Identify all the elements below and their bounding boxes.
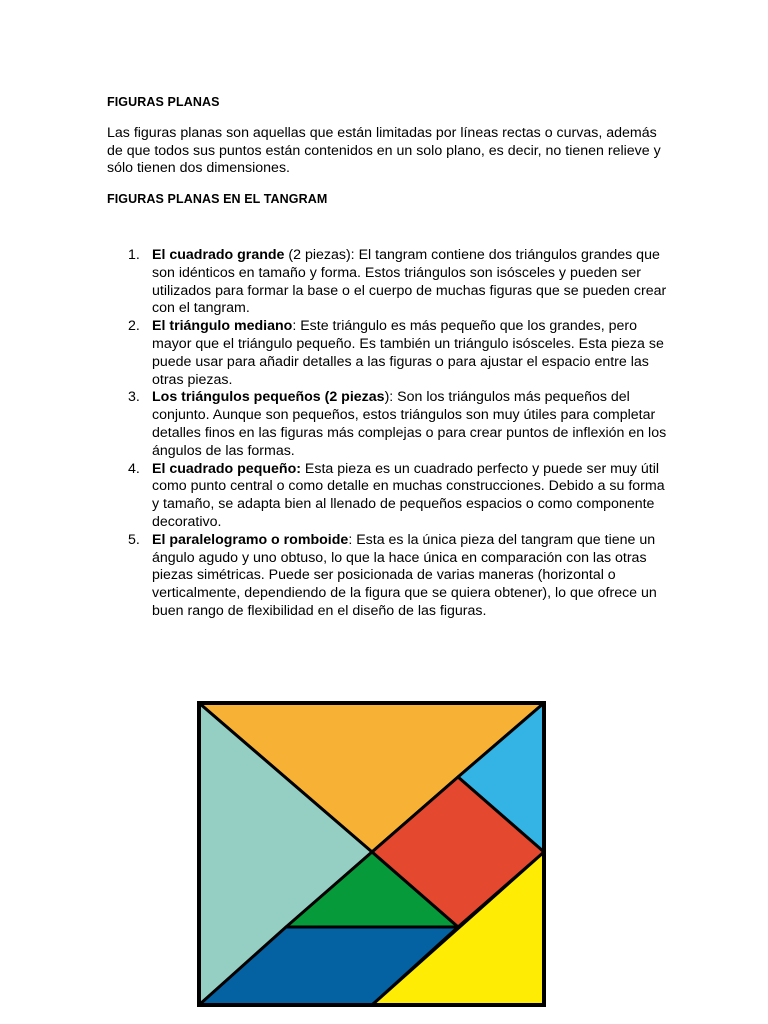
pieces-list: [128, 247, 667, 621]
heading-figuras-planas: FIGURAS PLANAS: [107, 95, 220, 109]
list-item-title: Los triángulos pequeños (2 piezas: [152, 389, 385, 406]
list-item: [128, 460, 667, 532]
list-item-title: El cuadrado grande: [152, 247, 285, 263]
list-item: [128, 531, 667, 621]
list-item-text: (2 piezas): El tangram contiene dos triángulos grandes que son idénticos en tamaño y forma. Estos triángulos son isósceles y pueden ser utilizados para formar la base o el cuerpo de muchas figuras que se pueden crear con el tangram.: [152, 247, 667, 317]
list-item: [128, 247, 667, 318]
tangram-figure: [196, 700, 548, 1010]
list-item-number: 1.: [128, 247, 140, 263]
list-item-text: : Este triángulo es más pequeño que los grandes, pero mayor que el triángulo pequeño. Es también un triángulo isósceles. Esta pieza se puede usar para añadir detalles a las figuras o para ajustar el espacio entre las otras piezas.: [152, 318, 664, 388]
list-item-text: ): Son los triángulos más pequeños del conjunto. Aunque son pequeños, estos triángulos son muy útiles para completar detalles finos en las figuras más complejas o para crear puntos de inflexión en los ángulos de las formas.: [152, 389, 667, 459]
list-item-number: 3.: [128, 389, 140, 406]
list-item-title: El triángulo mediano: [152, 318, 293, 335]
heading-figuras-tangram: FIGURAS PLANAS EN EL TANGRAM: [107, 192, 328, 206]
list-item-title: El cuadrado pequeño:: [152, 460, 301, 477]
intro-paragraph: Las figuras planas son aquellas que están limitadas por líneas rectas o curvas, además de que todos sus puntos están contenidos en un solo plano, es decir, no tienen relieve y sólo tienen dos dimensiones.: [107, 125, 661, 176]
list-item-number: 2.: [128, 318, 140, 335]
list-item: [128, 389, 667, 460]
list-item: [128, 318, 667, 389]
list-item-number: 4.: [128, 460, 140, 477]
list-item-number: 5.: [128, 531, 140, 548]
list-item-text: Esta pieza es un cuadrado perfecto y puede ser muy útil como punto central o como detalle en muchas construcciones. Debido a su forma y tamaño, se adapta bien al llenado de pequeños espacios o como componente decorativo.: [152, 460, 665, 530]
list-item-title: El paralelogramo o romboide: [152, 531, 349, 548]
list-item-text: : Esta es la única pieza del tangram que tiene un ángulo agudo y uno obtuso, lo que la hace única en comparación con las otras piezas simétricas. Puede ser posicionada de varias maneras (horizontal o verticalmente, dependiendo de la figura que se quiera obtener), lo que ofrece un buen rango de flexibilidad en el diseño de las figuras.: [152, 531, 657, 619]
